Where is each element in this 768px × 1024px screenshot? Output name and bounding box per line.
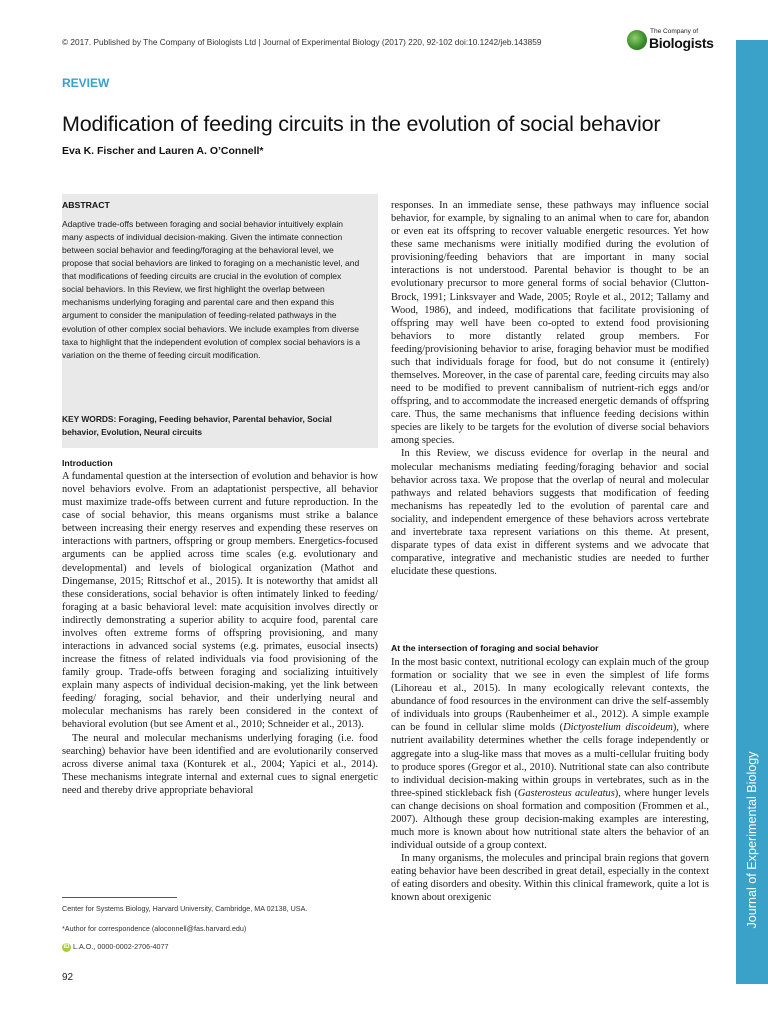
orcid-icon: iD xyxy=(63,943,70,950)
page-number: 92 xyxy=(62,972,74,983)
introduction-body xyxy=(62,470,378,797)
affiliation-footnote: Center for Systems Biology, Harvard University, Cambridge, MA 02138, USA. xyxy=(62,904,308,913)
text-run: In the most basic context, nutritional ecology can explain much of the group formation or sociality that we see in even the simplest of life forms (Lihoreau et al., 2015). In many ecologically relevant contexts, the abundance of food resources in the environment can drive the self-assembly of individuals into groups (Raubenheimer et al., 2012). A simple example can be found in cellular slime molds ( xyxy=(391,657,709,734)
section-heading-foraging: At the intersection of foraging and social behavior xyxy=(391,643,599,653)
logo-small-text: The Company of xyxy=(650,28,699,35)
body-paragraph: In this Review, we discuss evidence for overlap in the neural and molecular mechanisms mediating feeding/foraging behavior and social behavior across taxa. We propose that the overlap of neural and molecular pathways and related behaviors suggests that modification of feeding mechanisms has repeatedly led to the evolution of parental care and sociality, and independent emergence of these behaviors across vertebrate and invertebrate taxa represent variations on this theme. At present, disparate types of data exist in different systems and we advocate that comparative, integrative and mechanistic studies are needed to further elucidate these questions. xyxy=(391,448,709,578)
abstract-text: Adaptive trade-offs between foraging and social behavior intuitively explain many aspects of individual decision-making. Given the intimate connection between social behavior and feeding/foraging at the behavioral level, we propose that social behaviors are linked to foraging on a mechanistic level, and that modifications of feeding circuits are crucial in the evolution of complex social behaviors. In this Review, we first highlight the overlap between mechanisms underlying foraging and parental care and then expand this argument to consider the manipulation of feeding-related pathways in the evolution of other complex social behaviors. We include examples from diverse taxa to highlight that the independent evolution of complex social behaviors is a variation on the theme of feeding circuit modification. xyxy=(62,219,361,360)
intro-paragraph: The neural and molecular mechanisms underlying foraging (i.e. food searching) behavior have been identified and are evolutionarily conserved across diverse animal taxa (Konturek et al., 2004; Yapici et al., 2014). These mechanisms integrate internal and external cues to signal energetic need and thereby drive appropriate behavioral xyxy=(62,732,378,796)
species-name: Dictyostelium discoideum xyxy=(563,722,673,734)
body-paragraph: In many organisms, the molecules and principal brain regions that govern eating behavior have been described in great detail, especially in the context of eating disorders and obesity. Within this clinical framework, quite a lot is known about orexigenic xyxy=(391,853,709,904)
orcid-footnote[interactable] xyxy=(62,942,169,952)
right-column-body xyxy=(391,199,709,578)
article-title: Modification of feeding circuits in the evolution of social behavior xyxy=(62,112,661,136)
company-of-biologists-logo[interactable] xyxy=(627,26,713,56)
introduction-heading: Introduction xyxy=(62,458,113,468)
orcid-text: L.A.O., 0000-0002-2706-4077 xyxy=(73,942,169,951)
article-authors: Eva K. Fischer and Lauren A. O’Connell* xyxy=(62,145,264,157)
journal-sidebar-label: Journal of Experimental Biology xyxy=(745,751,759,929)
article-type: REVIEW xyxy=(62,76,110,90)
globe-icon xyxy=(627,30,647,50)
text-run: ), where nutrient availability determines whether the cells forage independently or aggregate into a slug-like mass that moves as a multi-cellular fruiting body to produce spores (Gregor et al., 2010). Nutritional state can also contribute to individual decision-making within groups in vertebrates, such as in the three-spined stickleback fish ( xyxy=(391,722,709,799)
logo-big-text: Biologists xyxy=(649,35,714,51)
species-name: Gasterosteus aculeatus xyxy=(517,787,615,799)
body-paragraph: responses. In an immediate sense, these pathways may influence social behavior, for example, by signaling to an animal when to care for, abandon or even eat its offspring to recover valuable energetic resources. Yet how these same mechanisms were initially modified during the evolution of provisioning/feeding behaviors that are important in many social interactions is not understood. Parental behavior is thought to be an evolutionary precursor to more general forms of social behavior (Clutton-Brock, 1991; Linksvayer and Wade, 2005; Royle et al., 2012; Tallamy and Wood, 1986), and indeed, modifications that facilitate provisioning of offspring may well have been co-opted to extend food provisioning behaviors to more distantly related group members. For feeding/provisioning behavior to arise, foraging behavior must be modified such that individuals forage for food, but do not consume it (entirely) themselves. Moreover, in the case of parental care, feeding circuits may also need to be modified to prevent cannibalism of nutrient-rich eggs and/or offspring, and to accommodate the increased energetic demands of offspring care. Thus, the same mechanisms that influence feeding decisions within species are likely to be targets for the evolution of diverse social behaviors among species. xyxy=(391,200,709,447)
body-paragraph xyxy=(391,656,709,852)
text-run: ), where hunger levels can change decisions on shoal formation and composition (Frommen et al., 2007). Although these group decision-making examples are interesting, much more is known about how nutritional state alters the behavior of an individual outside of a group context. xyxy=(391,787,710,852)
correspondence-footnote[interactable]: *Author for correspondence (aloconnell@fas.harvard.edu) xyxy=(62,924,247,933)
abstract-heading: ABSTRACT xyxy=(62,200,110,210)
section-body-foraging xyxy=(391,656,709,904)
journal-citation-header: © 2017. Published by The Company of Biologists Ltd | Journal of Experimental Biology (2017) 220, 92-102 doi:10.1242/jeb.143859 xyxy=(62,37,542,47)
keywords: KEY WORDS: Foraging, Feeding behavior, Parental behavior, Social behavior, Evolution, Neural circuits xyxy=(62,414,332,437)
intro-paragraph: A fundamental question at the intersection of evolution and behavior is how novel behaviors evolve. From an adaptationist perspective, all behavior must maximize trade-offs between current and future reproduction. In the case of social behavior, this means organisms must strike a balance between increasing their energy reserves and expending these reserves on interactions with partners, offspring or group members. Energetics-focused arguments can be applied across time scales (e.g. evolutionary and developmental) and levels of biological organization (Mathot and Dingemanse, 2015; Rittschof et al., 2015). It is noteworthy that amidst all these considerations, social behavior is often intimately linked to feeding/ foraging at a basic behavioral level: mate acquisition involves directly or indirectly demonstrating a superior ability to acquire food, parental care involves often extreme forms of offspring provisioning, and many interactions in advanced social systems (e.g. primates, eusocial insects) increase the fitness of related individuals via food provisioning of the family group. Trade-offs between foraging and socializing intuitively explain many aspects of individual decision-making, yet the link between feeding/ foraging, social behavior, and their underlying neural and molecular mechanisms has rarely been considered in the context of behavioral evolution (but see Ament et al., 2010; Schneider et al., 2013). xyxy=(62,471,378,731)
footnote-divider xyxy=(62,897,177,898)
